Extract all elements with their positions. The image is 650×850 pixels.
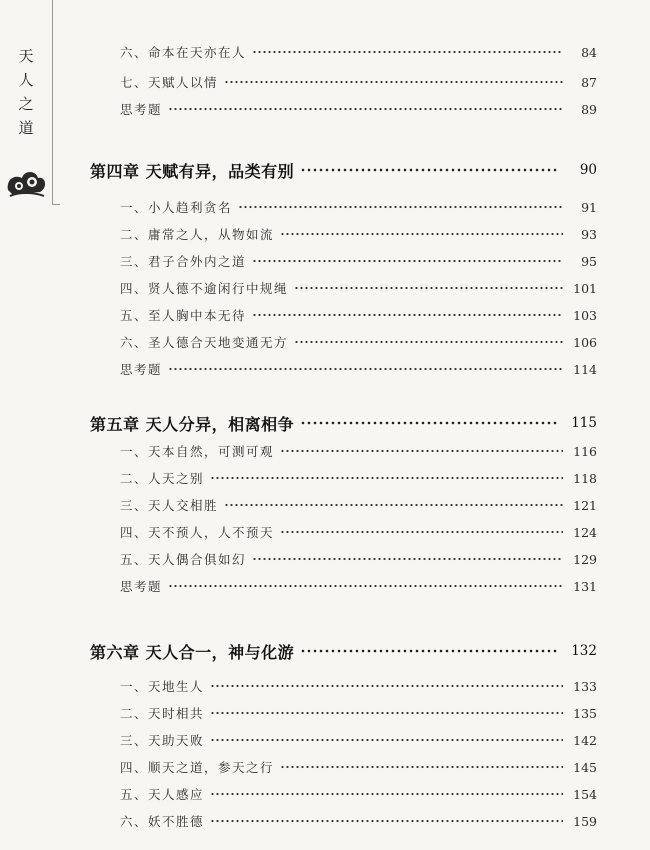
book-title-char: 道 xyxy=(18,119,34,137)
entry-page: 131 xyxy=(573,578,597,594)
chapter-title: 第四章 天赋有异，品类有别 xyxy=(90,161,295,181)
entry-title: 一、天地生人 xyxy=(120,679,205,694)
leader-dots xyxy=(210,681,563,691)
toc-entry[interactable] xyxy=(0,730,650,750)
entry-title: 三、天助天败 xyxy=(120,733,205,748)
entry-page: 93 xyxy=(581,226,597,242)
leader-dots xyxy=(252,47,563,57)
toc-entry[interactable] xyxy=(0,576,650,596)
entry-title: 七、天赋人以情 xyxy=(120,75,219,90)
entry-page: 154 xyxy=(573,786,597,802)
toc-entry[interactable] xyxy=(0,784,650,804)
toc-entry[interactable] xyxy=(0,495,650,515)
entry-title: 二、天时相共 xyxy=(120,706,205,721)
entry-title: 六、妖不胜德 xyxy=(120,814,205,829)
entry-title: 六、圣人德合天地变通无方 xyxy=(120,335,289,350)
leader-dots xyxy=(300,646,557,656)
entry-title: 一、小人趋利贪名 xyxy=(120,200,233,215)
entry-page: 129 xyxy=(573,551,597,567)
chapter-title: 第六章 天人合一，神与化游 xyxy=(90,642,295,662)
entry-page: 133 xyxy=(573,678,597,694)
entry-title: 四、顺天之道，参天之行 xyxy=(120,760,275,775)
entry-page: 95 xyxy=(581,253,597,269)
toc-entry[interactable] xyxy=(0,42,650,62)
leader-dots xyxy=(168,364,563,374)
entry-title: 三、天人交相胜 xyxy=(120,498,219,513)
leader-dots xyxy=(300,165,557,175)
leader-dots xyxy=(294,283,563,293)
book-title-char: 天 xyxy=(18,47,34,65)
leader-dots xyxy=(280,527,563,537)
entry-title: 四、天不预人，人不预天 xyxy=(120,525,275,540)
toc-entry[interactable] xyxy=(0,676,650,696)
entry-title: 思考题 xyxy=(120,362,163,377)
entry-page: 116 xyxy=(573,443,597,459)
book-title-char: 人 xyxy=(18,71,34,89)
leader-dots xyxy=(210,735,563,745)
chapter-page: 90 xyxy=(579,162,597,178)
chapter-heading[interactable] xyxy=(0,639,650,663)
entry-page: 87 xyxy=(581,74,597,90)
entry-page: 101 xyxy=(573,280,597,296)
entry-title: 三、君子合外内之道 xyxy=(120,254,247,269)
chapter-heading[interactable] xyxy=(0,411,650,435)
toc-entry[interactable] xyxy=(0,251,650,271)
chapter-page: 115 xyxy=(571,415,597,431)
toc-entry[interactable] xyxy=(0,811,650,831)
toc-entry[interactable] xyxy=(0,468,650,488)
leader-dots xyxy=(224,500,563,510)
toc-entry[interactable] xyxy=(0,441,650,461)
toc-entry[interactable] xyxy=(0,72,650,92)
book-title-char: 之 xyxy=(18,95,34,113)
toc-entry[interactable] xyxy=(0,278,650,298)
entry-page: 106 xyxy=(573,334,597,350)
leader-dots xyxy=(210,789,563,799)
entry-page: 103 xyxy=(573,307,597,323)
entry-title: 思考题 xyxy=(120,579,163,594)
leader-dots xyxy=(224,77,563,87)
leader-dots xyxy=(280,446,563,456)
entry-page: 135 xyxy=(573,705,597,721)
entry-page: 118 xyxy=(573,470,597,486)
toc-entry[interactable] xyxy=(0,757,650,777)
leader-dots xyxy=(168,581,563,591)
entry-title: 五、天人偶合俱如幻 xyxy=(120,552,247,567)
leader-dots xyxy=(280,229,563,239)
leader-dots xyxy=(280,762,563,772)
entry-page: 145 xyxy=(573,759,597,775)
entry-title: 四、贤人德不逾闲行中规绳 xyxy=(120,281,289,296)
leader-dots xyxy=(252,256,563,266)
entry-page: 89 xyxy=(581,101,597,117)
entry-page: 124 xyxy=(573,524,597,540)
toc-entry[interactable] xyxy=(0,99,650,119)
toc-entry[interactable] xyxy=(0,305,650,325)
toc-entry[interactable] xyxy=(0,197,650,217)
leader-dots xyxy=(238,202,563,212)
toc-entry[interactable] xyxy=(0,522,650,542)
chapter-page: 132 xyxy=(571,643,597,659)
entry-title: 思考题 xyxy=(120,102,163,117)
toc-entry[interactable] xyxy=(0,549,650,569)
entry-title: 五、至人胸中本无待 xyxy=(120,308,247,323)
leader-dots xyxy=(252,310,563,320)
chapter-heading[interactable] xyxy=(0,158,650,182)
leader-dots xyxy=(300,418,557,428)
entry-page: 84 xyxy=(581,44,597,60)
entry-page: 114 xyxy=(573,361,597,377)
chapter-title: 第五章 天人分异，相离相争 xyxy=(90,414,295,434)
entry-title: 六、命本在天亦在人 xyxy=(120,45,247,60)
entry-title: 二、庸常之人，从物如流 xyxy=(120,227,275,242)
entry-page: 121 xyxy=(573,497,597,513)
entry-page: 91 xyxy=(581,199,597,215)
leader-dots xyxy=(168,104,563,114)
entry-title: 一、天本自然，可测可观 xyxy=(120,444,275,459)
toc-entry[interactable] xyxy=(0,703,650,723)
leader-dots xyxy=(294,337,563,347)
entry-page: 159 xyxy=(573,813,597,829)
leader-dots xyxy=(252,554,563,564)
toc-entry[interactable] xyxy=(0,332,650,352)
entry-title: 二、人天之别 xyxy=(120,471,205,486)
leader-dots xyxy=(210,708,563,718)
leader-dots xyxy=(210,473,563,483)
entry-page: 142 xyxy=(573,732,597,748)
toc-entry[interactable] xyxy=(0,359,650,379)
entry-title: 五、天人感应 xyxy=(120,787,205,802)
leader-dots xyxy=(210,816,563,826)
toc-entry[interactable] xyxy=(0,224,650,244)
